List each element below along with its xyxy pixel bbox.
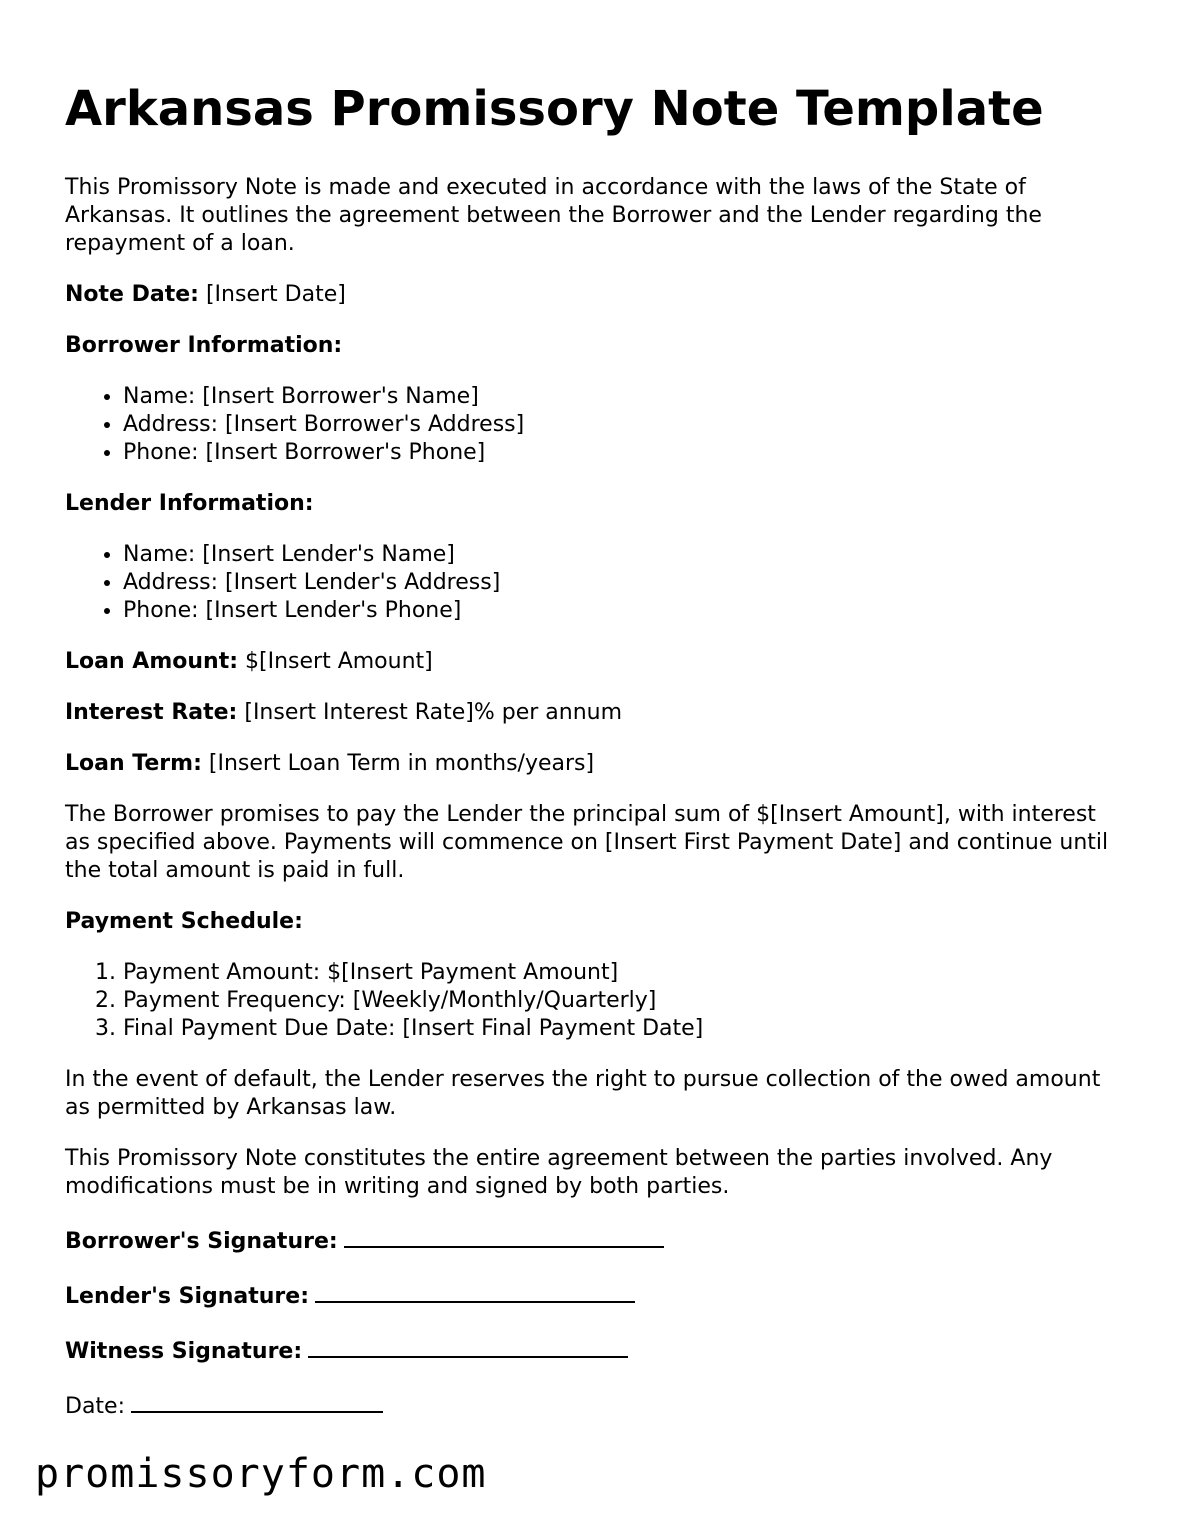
lender-signature-line[interactable] [315,1279,635,1303]
date-line[interactable] [131,1389,383,1413]
lender-signature-label: Lender's Signature: [65,1284,309,1309]
intro-paragraph: This Promissory Note is made and executed in accordance with the laws of the State of Arkansas. It outlines the agreement between the Borrower and the Lender regarding the repayment of a loan. [65,175,1042,256]
document [65,78,1125,1444]
lender-heading: Lender Information: [65,491,314,516]
list-item: • Phone: [Insert Lender's Phone] [123,597,1125,625]
borrower-heading: Borrower Information: [65,333,343,358]
witness-signature-label: Witness Signature: [65,1339,303,1364]
payment-schedule-list [65,959,1125,1043]
lender-list [65,541,1125,625]
interest-rate-value: [Insert Interest Rate]% per annum [244,700,623,725]
date-label: Date: [65,1394,125,1419]
list-item: 2. Payment Frequency: [Weekly/Monthly/Quarterly] [123,987,1125,1015]
loan-term-label: Loan Term: [65,751,202,776]
loan-term-value: [Insert Loan Term in months/years] [208,751,595,776]
list-item: • Name: [Insert Lender's Name] [123,541,1125,569]
promise-paragraph: The Borrower promises to pay the Lender the principal sum of $[Insert Amount], with interest as specified above. Payments will commence on [Insert First Payment Date] and continue until the total amount is paid in full. [65,802,1109,883]
witness-signature [65,1334,1125,1366]
loan-amount-value: $[Insert Amount] [245,649,433,674]
interest-rate [65,699,1125,727]
default-clause: In the event of default, the Lender reserves the right to pursue collection of the owed amount as permitted by Arkansas law. [65,1067,1101,1120]
note-date-value: [Insert Date] [205,282,346,307]
lender-signature [65,1279,1125,1311]
borrower-signature-label: Borrower's Signature: [65,1229,338,1254]
list-item: • Address: [Insert Borrower's Address] [123,411,1125,439]
loan-term [65,750,1125,778]
witness-signature-line[interactable] [308,1334,628,1358]
payment-schedule-heading: Payment Schedule: [65,909,303,934]
list-item: • Phone: [Insert Borrower's Phone] [123,439,1125,467]
note-date-label: Note Date: [65,282,199,307]
note-date [65,281,1125,309]
list-item: • Address: [Insert Lender's Address] [123,569,1125,597]
document-title: Arkansas Promissory Note Template [65,81,1044,137]
borrower-list [65,383,1125,467]
list-item: 3. Final Payment Due Date: [Insert Final Payment Date] [123,1015,1125,1043]
borrower-signature-line[interactable] [344,1224,664,1248]
borrower-signature [65,1224,1125,1256]
list-item: • Name: [Insert Borrower's Name] [123,383,1125,411]
date-signature [65,1389,1125,1421]
entire-agreement: This Promissory Note constitutes the entire agreement between the parties involved. Any modifications must be in writing and signed by both parties. [65,1146,1053,1199]
loan-amount [65,648,1125,676]
loan-amount-label: Loan Amount: [65,649,239,674]
footer-watermark: promissoryform.com [35,1451,487,1497]
list-item: 1. Payment Amount: $[Insert Payment Amount] [123,959,1125,987]
interest-rate-label: Interest Rate: [65,700,238,725]
